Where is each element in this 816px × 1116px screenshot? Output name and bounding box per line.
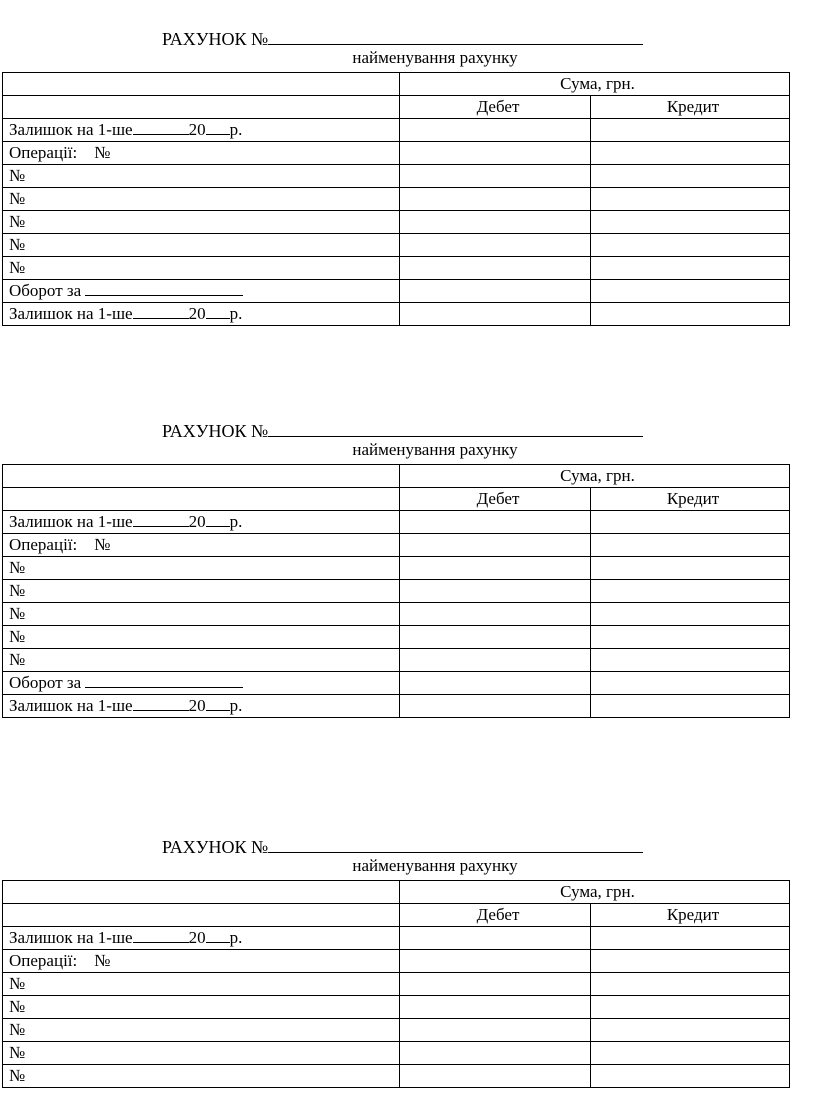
turnover-label: Оборот за (3, 280, 400, 303)
operation-number: № (3, 211, 400, 234)
operations-label: Операції: № (3, 950, 400, 973)
table-row (3, 881, 790, 904)
operation-number: № (3, 1042, 400, 1065)
debit-header: Дебет (400, 488, 591, 511)
opening-balance-label: Залишок на 1-ше 20 р. (3, 511, 400, 534)
table-row (3, 626, 790, 649)
table-row (3, 973, 790, 996)
debit-header: Дебет (400, 96, 591, 119)
ledger-table (2, 464, 790, 718)
table-row (3, 211, 790, 234)
turnover-label: Оборот за (3, 672, 400, 695)
table-row (3, 73, 790, 96)
operation-number: № (3, 188, 400, 211)
table-row (3, 1042, 790, 1065)
table-row (3, 557, 790, 580)
table-row (3, 96, 790, 119)
table-row (3, 695, 790, 718)
table-row (3, 142, 790, 165)
operation-number: № (3, 257, 400, 280)
operation-number: № (3, 165, 400, 188)
credit-header: Кредит (591, 96, 790, 119)
table-row (3, 511, 790, 534)
table-row (3, 904, 790, 927)
ledger-table (2, 880, 790, 1088)
operation-number: № (3, 1065, 400, 1088)
account-subtitle: найменування рахунку (352, 48, 518, 67)
table-row (3, 119, 790, 142)
account-title: РАХУНОК № (162, 836, 643, 858)
operation-number: № (3, 973, 400, 996)
account-subtitle: найменування рахунку (352, 440, 518, 459)
operation-number: № (3, 649, 400, 672)
table-row (3, 488, 790, 511)
debit-header: Дебет (400, 904, 591, 927)
closing-balance-label: Залишок на 1-ше 20 р. (3, 695, 400, 718)
table-row (3, 280, 790, 303)
ledger-table (2, 72, 790, 326)
table-row (3, 996, 790, 1019)
table-row (3, 1019, 790, 1042)
table-row (3, 234, 790, 257)
operation-number: № (3, 1019, 400, 1042)
account-number-blank (268, 838, 643, 853)
sum-header: Сума, грн. (400, 465, 790, 488)
operation-number: № (3, 557, 400, 580)
account-subtitle: найменування рахунку (352, 856, 518, 875)
operation-number: № (3, 996, 400, 1019)
operation-number: № (3, 626, 400, 649)
table-row (3, 649, 790, 672)
table-row (3, 672, 790, 695)
table-row (3, 580, 790, 603)
credit-header: Кредит (591, 488, 790, 511)
operations-label: Операції: № (3, 534, 400, 557)
credit-header: Кредит (591, 904, 790, 927)
table-row (3, 303, 790, 326)
closing-balance-label: Залишок на 1-ше 20 р. (3, 303, 400, 326)
account-title: РАХУНОК № (162, 420, 643, 442)
account-number-blank (268, 422, 643, 437)
operations-label: Операції: № (3, 142, 400, 165)
sum-header: Сума, грн. (400, 881, 790, 904)
table-row (3, 950, 790, 973)
table-row (3, 465, 790, 488)
table-row (3, 534, 790, 557)
operation-number: № (3, 234, 400, 257)
table-row (3, 165, 790, 188)
opening-balance-label: Залишок на 1-ше 20 р. (3, 927, 400, 950)
sum-header: Сума, грн. (400, 73, 790, 96)
table-row (3, 257, 790, 280)
table-row (3, 1065, 790, 1088)
operation-number: № (3, 603, 400, 626)
account-number-blank (268, 30, 643, 45)
opening-balance-label: Залишок на 1-ше 20 р. (3, 119, 400, 142)
table-row (3, 188, 790, 211)
table-row (3, 927, 790, 950)
table-row (3, 603, 790, 626)
account-title: РАХУНОК № (162, 28, 643, 50)
operation-number: № (3, 580, 400, 603)
